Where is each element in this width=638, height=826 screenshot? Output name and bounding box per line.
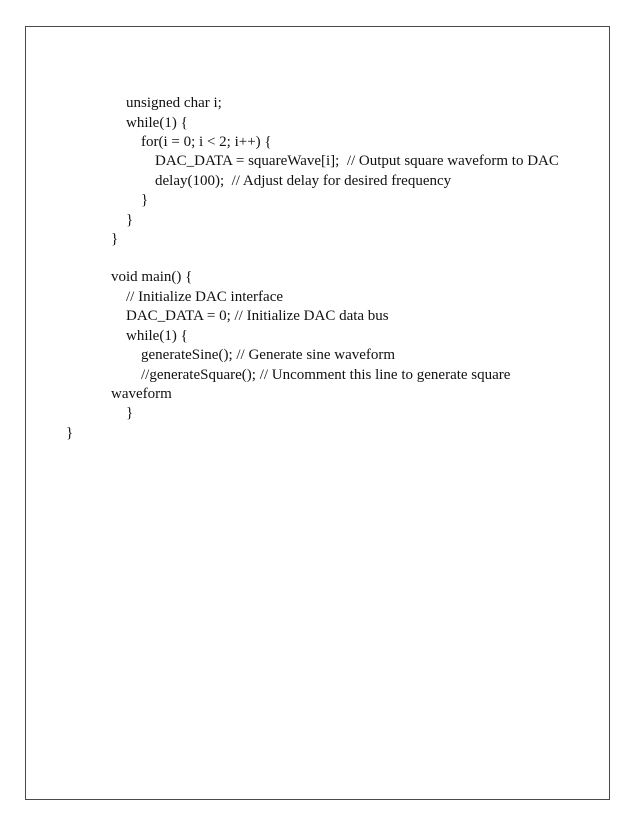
code-line: DAC_DATA = squareWave[i]; // Output square waveform to DAC	[155, 153, 559, 169]
code-line: void main() {	[111, 269, 193, 285]
code-line: DAC_DATA = 0; // Initialize DAC data bus	[126, 308, 389, 324]
code-line: //generateSquare(); // Uncomment this line to generate square	[141, 367, 511, 383]
code-line: }	[111, 231, 119, 247]
code-line: // Initialize DAC interface	[126, 289, 284, 305]
code-line: unsigned char i;	[126, 95, 222, 111]
code-line: }	[66, 425, 74, 441]
code-line: }	[141, 192, 149, 208]
code-line: while(1) {	[126, 328, 188, 344]
code-line: while(1) {	[126, 115, 188, 131]
code-line: generateSine(); // Generate sine waveform	[141, 347, 396, 363]
code-line: for(i = 0; i < 2; i++) {	[141, 134, 272, 150]
code-line: waveform	[111, 386, 172, 402]
code-line: }	[126, 405, 134, 421]
code-line: }	[126, 212, 134, 228]
page-frame	[25, 26, 610, 800]
code-line: delay(100); // Adjust delay for desired frequency	[155, 173, 452, 189]
